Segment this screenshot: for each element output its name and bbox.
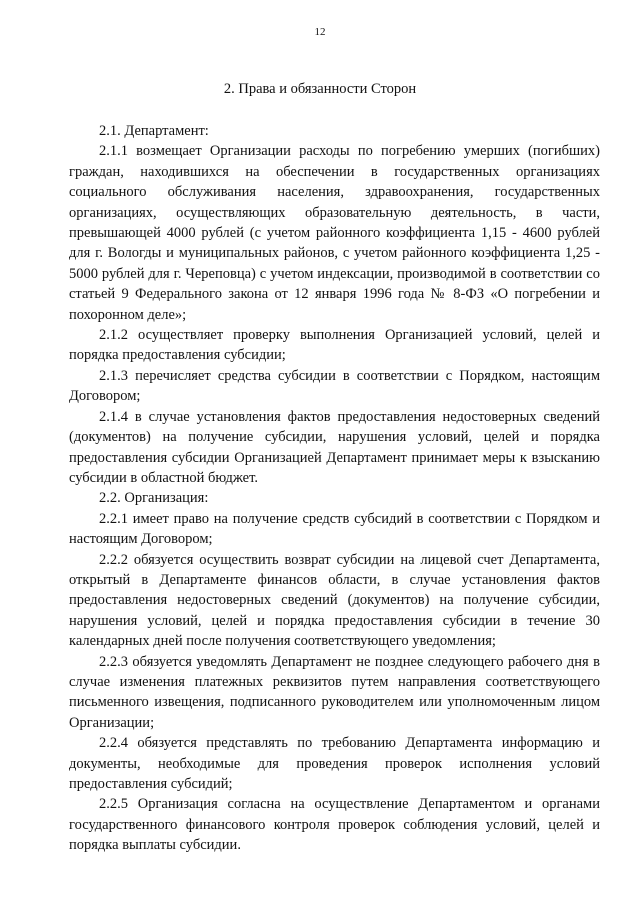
clause-2-2-2: 2.2.2 обязуется осуществить возврат субсидии на лицевой счет Департамента, открытый в Департаменте финансов области, в случае установления фактов предоставления недостоверных сведений (документов) на получение субсидии, нарушения условий, целей и порядка предоставления субсидии в течение 30 календарных дней после получения соответствующего уведомления;: [69, 551, 600, 650]
clause-2-1-4: 2.1.4 в случае установления фактов предоставления недостоверных сведений (документов) на получение субсидии, нарушения условий, целей и порядка предоставления субсидии Организацией Департамент принимает меры к взысканию субсидии в областной бюджет.: [69, 408, 600, 486]
clause-2-2-heading: 2.2. Организация:: [99, 490, 209, 507]
document-body: [69, 121, 600, 856]
section-title: 2. Права и обязанности Сторон: [223, 81, 417, 97]
clause-2-1-3: 2.1.3 перечисляет средства субсидии в соответствии с Порядком, настоящим Договором;: [69, 367, 600, 405]
clause-2-2-5: 2.2.5 Организация согласна на осуществление Департаментом и органами государственного финансового контроля проверок соблюдения условий, целей и порядка выплаты субсидии.: [69, 796, 600, 854]
clause-2-1-2: 2.1.2 осуществляет проверку выполнения Организацией условий, целей и порядка предоставления субсидии;: [69, 327, 600, 364]
clause-2-2-1: 2.2.1 имеет право на получение средств субсидий в соответствии с Порядком и настоящим Договором;: [69, 510, 600, 548]
page-number: 12: [314, 26, 326, 38]
clause-2-1-heading: 2.1. Департамент:: [99, 123, 209, 139]
clause-2-2-4: 2.2.4 обязуется представлять по требованию Департамента информацию и документы, необходимые для проведения проверок исполнения условий предоставления субсидий;: [69, 735, 600, 792]
clause-2-1-1: 2.1.1 возмещает Организации расходы по погребению умерших (погибших) граждан, находившихся на обеспечении в государственных организациях социального обслуживания населения, здравоохранения, государственных организациях, осуществляющих образовательную деятельность, в части, превышающей 4000 рублей (с учетом районного коэффициента 1,15 - 4600 рублей для г. Вологды и муниципальных районов, с учетом районного коэффициента 1,25 - 5000 рублей для г. Череповца) с учетом индексации, производимой в соответствии со статьей 9 Федерального закона от 12 января 1996 года № 8-ФЗ «О погребении и похоронном деле»;: [69, 143, 600, 323]
clause-2-2-3: 2.2.3 обязуется уведомлять Департамент не позднее следующего рабочего дня в случае изменения платежных реквизитов путем направления соответствующего письменного извещения, подписанного руководителем или уполномоченным лицом Организации;: [69, 653, 600, 731]
